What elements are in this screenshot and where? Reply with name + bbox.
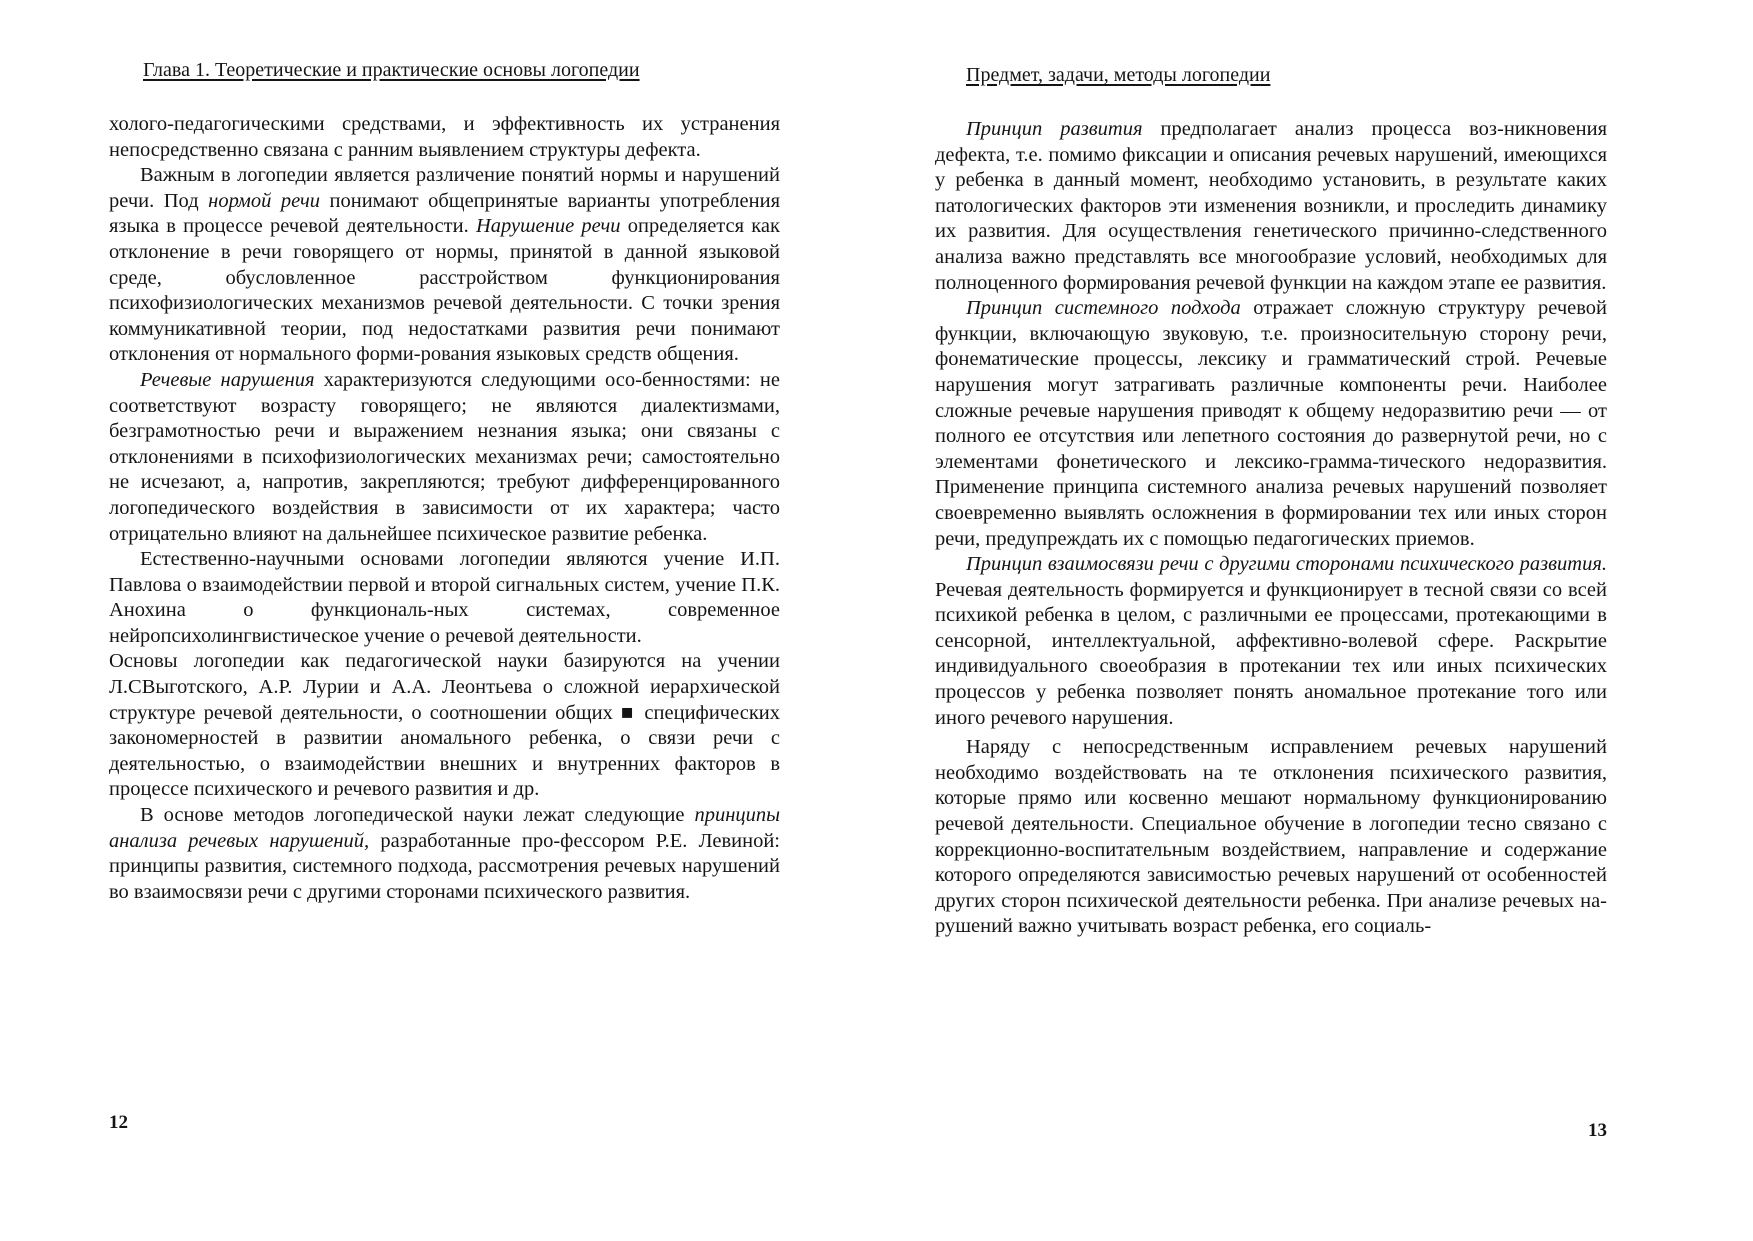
left-paragraph-1: холого-педагогическими средствами, и эффективность их устранения непосредственно связана с ранним выявлением структуры дефекта. <box>109 113 780 161</box>
term-norm-of-speech: нормой речи <box>208 189 320 212</box>
left-running-header: Глава 1. Теоретические и практические основы логопедии <box>143 59 640 81</box>
right-running-header: Предмет, задачи, методы логопедии <box>966 64 1271 86</box>
left-paragraph-6: В основе методов логопедической науки лежат следующие принципы анализа речевых нарушений, разработанные про-фессором Р.Е. Левиной: принципы развития, системного подхода, рассмотрения речевых нарушений во взаимосвязи речи с другими сторонами психического развития. <box>109 804 780 903</box>
right-paragraph-3: Принцип взаимосвязи речи с другими сторонами психического развития. Речевая деятельность формируется и функционирует в тесной связи со всей психикой ребенка в целом, с различными ее процессами, протекающими в сенсорной, интеллектуальной, аффективно-волевой сфере. Раскрытие индивидуального своеобразия в протекании тех или иных психических процессов у ребенка позволяет понять аномальное протекание того или иного речевого нарушения. <box>935 553 1607 729</box>
left-paragraph-5: Основы логопедии как педагогической науки базируются на учении Л.СВыготского, А.Р. Лурии и А.А. Леонтьева о сложной иерархической структуре речевой деятельности, о соотношении общих ■ специфических закономерностей в развитии аномального ребенка, о связи речи с деятельностью, о взаимодействии внешних и внутренних факторов в процессе психического и речевого развития и др. <box>109 650 780 801</box>
left-page <box>0 0 876 1241</box>
term-speech-disorder: Нарушение речи <box>475 215 621 238</box>
left-paragraph-3: Речевые нарушения характеризуются следующими осо-бенностями: не соответствуют возрасту говорящего; не являются диалектизмами, безграмотностью речи и выражением незнания языка; они связаны с отклонениями в психофизиологических механизмах речи; самостоятельно не исчезают, а, напротив, закрепляются; требуют дифференцированного логопедического воздействия в зависимости от их характера; часто отрицательно влияют на дальнейшее психическое развитие ребенка. <box>109 368 780 545</box>
term-system-approach-principle: Принцип системного подхода <box>966 297 1241 320</box>
term-speech-disorders: Речевые нарушения <box>140 368 315 391</box>
term-development-principle: Принцип развития <box>966 118 1143 140</box>
term-interrelation-principle: Принцип взаимосвязи речи с другими сторонами психического развития. <box>966 553 1607 576</box>
right-paragraph-2: Принцип системного подхода отражает сложную структуру речевой функции, включающую звуковую, т.е. произносительную сторону речи, фонематические процессы, лексику и грамматический строй. Речевые нарушения могут затрагивать различные компоненты речи. Наиболее сложные речевые нарушения приводят к общему недоразвитию речи — от полного ее отсутствия или лепетного состояния до развернутой речи, но с элементами фонетического и лексико-грамма-тического недоразвития. Применение принципа системного анализа речевых нарушений позволяет своевременно выявлять осложнения в формировании тех или иных сторон речи, предупреждать их с помощью педагогических приемов. <box>935 297 1608 550</box>
left-paragraph-2: Важным в логопедии является различение понятий нормы и нарушений речи. Под нормой речи понимают общепринятые варианты употребления языка в процессе речевой деятельности. Нарушение речи определяется как отклонение в речи говорящего от нормы, принятой в данной языковой среде, обусловленное расстройством функционирования психофизиологических механизмов речевой деятельности. С точки зрения коммуникативной теории, под недостатками развития речи понимают отклонения от нормального форми-рования языковых средств общения. <box>109 164 781 366</box>
left-paragraph-4: Естественно-научными основами логопедии являются учение И.П. Павлова о взаимодействии первой и второй сигнальных систем, учение П.К. Анохина о функциональ-ных системах, современное нейропсихолингвистическое учение о речевой деятельности. <box>109 548 780 647</box>
right-page-number: 13 <box>1588 1120 1607 1141</box>
right-paragraph-4: Наряду с непосредственным исправлением речевых нарушений необходимо воздействовать на те отклонения психического развития, которые прямо или косвенно мешают нормальному функционированию речевой деятельности. Специальное обучение в логопедии тесно связано с коррекционно-воспитательным воздействием, направление и содержание которого определяются зависимостью речевых нарушений от особенностей других сторон психической деятельности ребенка. При анализе речевых на-рушений важно учитывать возраст ребенка, его социаль- <box>935 736 1607 938</box>
right-page <box>876 0 1753 1241</box>
term-analysis-principles: принципы анализа речевых нарушений, <box>109 804 780 852</box>
left-text-block <box>109 112 780 905</box>
right-paragraph-1: Принцип развития предполагает анализ процесса воз-никновения дефекта, т.е. помимо фиксации и описания речевых нарушений, имеющихся у ребенка в данный момент, необходимо установить, в результате каких патологических факторов эти изменения возникли, и проследить динамику их развития. Для осуществления генетического причинно-следственного анализа важно представлять все многообразие условий, необходимых для полноценного формирования речевой функции на каждом этапе ее развития. <box>935 118 1607 294</box>
right-text-block <box>935 117 1607 940</box>
left-page-number: 12 <box>109 1112 128 1133</box>
